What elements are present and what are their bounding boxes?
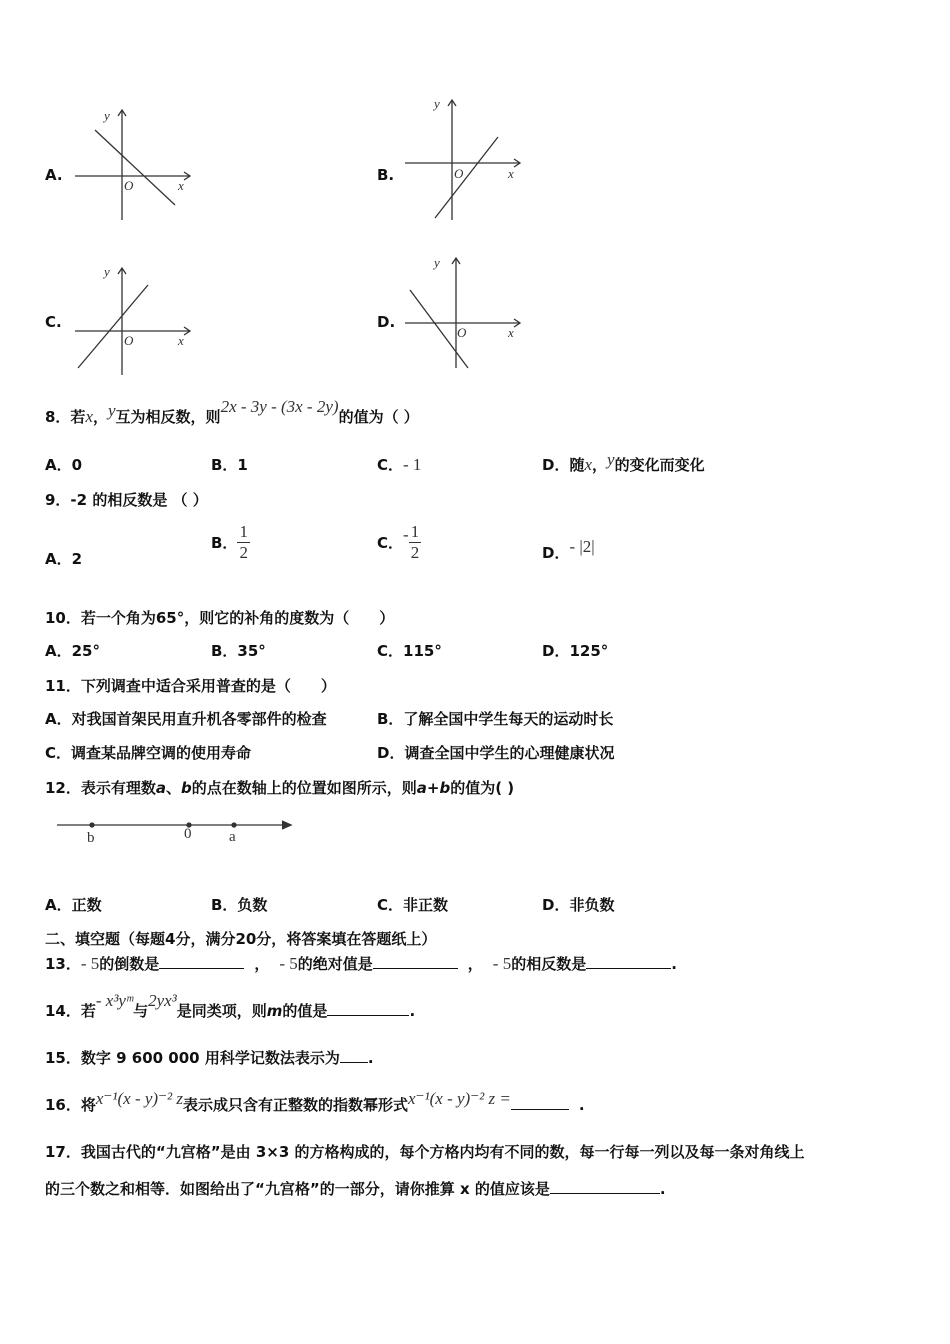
q7-option-b[interactable]: B. — [377, 166, 395, 184]
answer-blank[interactable] — [586, 954, 671, 969]
q14-text: 14．若 — [45, 1002, 96, 1020]
q12-option-c[interactable]: C．非正数 — [377, 896, 449, 914]
q15 — [45, 1047, 374, 1068]
q8-option-a[interactable]: A．0 — [45, 456, 83, 474]
number-line — [57, 821, 291, 829]
comma: ， — [92, 408, 108, 426]
answer-blank[interactable] — [159, 954, 244, 969]
q16-text: 表示成只含有正整数的指数幂形式 — [183, 1096, 409, 1114]
option-value: - 1 — [403, 455, 422, 474]
expression: - x³yᵐ — [95, 991, 134, 1010]
number-line-label-a: a — [229, 829, 236, 845]
q11-option-d[interactable]: D．调查全国中学生的心理健康状况 — [377, 744, 615, 762]
var-a: a — [155, 779, 166, 797]
comma: ， — [467, 955, 483, 973]
axis-x-label: x — [178, 333, 184, 348]
option-label: C． — [377, 456, 404, 474]
option-label: C． — [377, 534, 404, 552]
q13-text: 的绝对值是 — [297, 955, 373, 973]
value: - 5 — [279, 954, 298, 973]
q11-stem: 11．下列调查中适合采用普查的是（ ） — [45, 677, 336, 695]
q11-option-b[interactable]: B．了解全国中学生每天的运动时长 — [377, 710, 614, 728]
expression: x⁻¹(x - y)⁻² z = — [408, 1089, 511, 1108]
q8-option-d[interactable] — [542, 450, 705, 475]
answer-blank[interactable] — [327, 1001, 409, 1016]
expr-a-plus-b: a+b — [416, 779, 451, 797]
q13-text: 的相反数是 — [511, 955, 587, 973]
q9-stem: 9．-2 的相反数是 （ ） — [45, 491, 208, 509]
q14-text: 与 — [133, 1002, 149, 1020]
q12-option-a[interactable]: A．正数 — [45, 896, 102, 914]
number-line-label-zero: 0 — [184, 826, 192, 842]
q8-text: 互为相反数，则 — [115, 408, 221, 426]
origin-label: O — [457, 325, 467, 340]
graph-c — [75, 268, 190, 375]
q12-option-b[interactable]: B．负数 — [211, 896, 268, 914]
fraction: $\frac{1}{2}$ — [239, 522, 248, 562]
q12-stem — [45, 777, 514, 798]
q8-option-c[interactable] — [377, 454, 421, 475]
q10-stem: 10．若一个角为65°，则它的补角的度数为（ ） — [45, 609, 395, 627]
option-text: 的变化而变化 — [614, 456, 705, 474]
q9-option-c[interactable] — [377, 522, 421, 563]
q17-line-2 — [45, 1178, 666, 1199]
option-label: D． — [542, 544, 570, 562]
q10-option-b[interactable]: B．35° — [211, 642, 266, 660]
q14: 14．若- x³yᵐ与2yx³是同类项，则m的值是 . — [45, 991, 416, 1020]
option-label: B． — [211, 534, 238, 552]
q12-text: 12．表示有理数 — [45, 779, 156, 797]
q9-option-a[interactable]: A．2 — [45, 550, 83, 568]
var-y: y — [108, 401, 116, 420]
value: - 5 — [492, 954, 512, 973]
period: . — [671, 955, 677, 973]
axis-x-label: x — [178, 178, 184, 193]
axis-y-label: y — [434, 255, 440, 270]
q13 — [45, 953, 677, 974]
q12-option-d[interactable]: D．非负数 — [542, 896, 615, 914]
value: - 5 — [80, 954, 100, 973]
var-x: x — [85, 407, 93, 426]
option-label: D．随 — [542, 456, 585, 474]
q8-text: 8．若 — [45, 408, 86, 426]
q14-text: 的值是 — [282, 1002, 328, 1020]
q8-stem — [45, 397, 419, 427]
q7-option-c[interactable]: C. — [45, 313, 62, 331]
answer-blank[interactable] — [550, 1179, 660, 1194]
answer-blank[interactable] — [340, 1048, 368, 1063]
axis-y-label: y — [434, 96, 440, 111]
q17-text: 的三个数之和相等．如图给出了“九宫格”的一部分，请你推算 x 的值应该是 — [45, 1180, 550, 1198]
axis-y-label: y — [104, 264, 110, 279]
graph-d — [405, 258, 520, 368]
q10-option-c[interactable]: C．115° — [377, 642, 442, 660]
q16-text: 16．将 — [45, 1096, 96, 1114]
q9-option-b[interactable] — [211, 522, 250, 563]
period: . — [578, 1096, 585, 1114]
q8-text: 的值为（ ） — [338, 408, 419, 426]
q13-number: 13． — [45, 955, 81, 973]
q8-option-b[interactable]: B．1 — [211, 456, 248, 474]
answer-blank[interactable] — [373, 954, 458, 969]
q11-option-a[interactable]: A．对我国首架民用直升机各零部件的检查 — [45, 710, 327, 728]
q15-text: 15．数字 9 600 000 用科学记数法表示为 — [45, 1049, 340, 1067]
expression: 2yx³ — [148, 991, 177, 1010]
q12-text: 的值为( ) — [450, 779, 515, 797]
var-b: b — [181, 779, 192, 797]
answer-blank[interactable] — [511, 1095, 569, 1110]
var-y: y — [607, 450, 615, 469]
q10-option-d[interactable]: D．125° — [542, 642, 609, 660]
origin-label: O — [124, 178, 134, 193]
q13-text: 的倒数是 — [99, 955, 160, 973]
q16 — [45, 1089, 585, 1115]
axis-y-label: y — [104, 108, 110, 123]
minus-sign: - — [403, 524, 409, 544]
var-m: m — [266, 1002, 283, 1020]
axis-x-label: x — [508, 166, 514, 181]
separator: 、 — [166, 779, 182, 797]
q10-option-a[interactable]: A．25° — [45, 642, 100, 660]
q12-text: 的点在数轴上的位置如图所示，则 — [191, 779, 417, 797]
q7-option-d[interactable]: D. — [377, 313, 396, 331]
q17-line-1: 17．我国古代的“九宫格”是由 3×3 的方格构成的，每个方格内均有不同的数，每一行每一列以及每一条对角线上 — [45, 1143, 805, 1161]
q9-option-d[interactable] — [542, 537, 595, 563]
q14-text: 是同类项，则 — [176, 1002, 267, 1020]
section-heading: 二、填空题（每题4分，满分20分，将答案填在答题纸上） — [45, 930, 437, 948]
origin-label: O — [454, 166, 464, 181]
q7-option-a[interactable]: A. — [45, 166, 63, 184]
graph-a — [75, 110, 190, 220]
fraction: $\frac{1}{2}$ — [410, 522, 420, 562]
var-x: x — [584, 455, 592, 474]
axis-x-label: x — [508, 325, 514, 340]
period: . — [367, 1049, 374, 1067]
graph-b — [405, 100, 520, 220]
period: . — [659, 1180, 666, 1198]
q11-option-c[interactable]: C．调查某品牌空调的使用寿命 — [45, 744, 252, 762]
q8-expression: 2x - 3y - (3x - 2y) — [220, 397, 339, 416]
origin-label: O — [124, 333, 134, 348]
comma: ， — [592, 456, 608, 474]
option-value: - |2| — [569, 537, 595, 556]
comma: ， — [254, 955, 270, 973]
expression: x⁻¹(x - y)⁻² z — [95, 1089, 183, 1108]
number-line-label-b: b — [87, 830, 95, 846]
